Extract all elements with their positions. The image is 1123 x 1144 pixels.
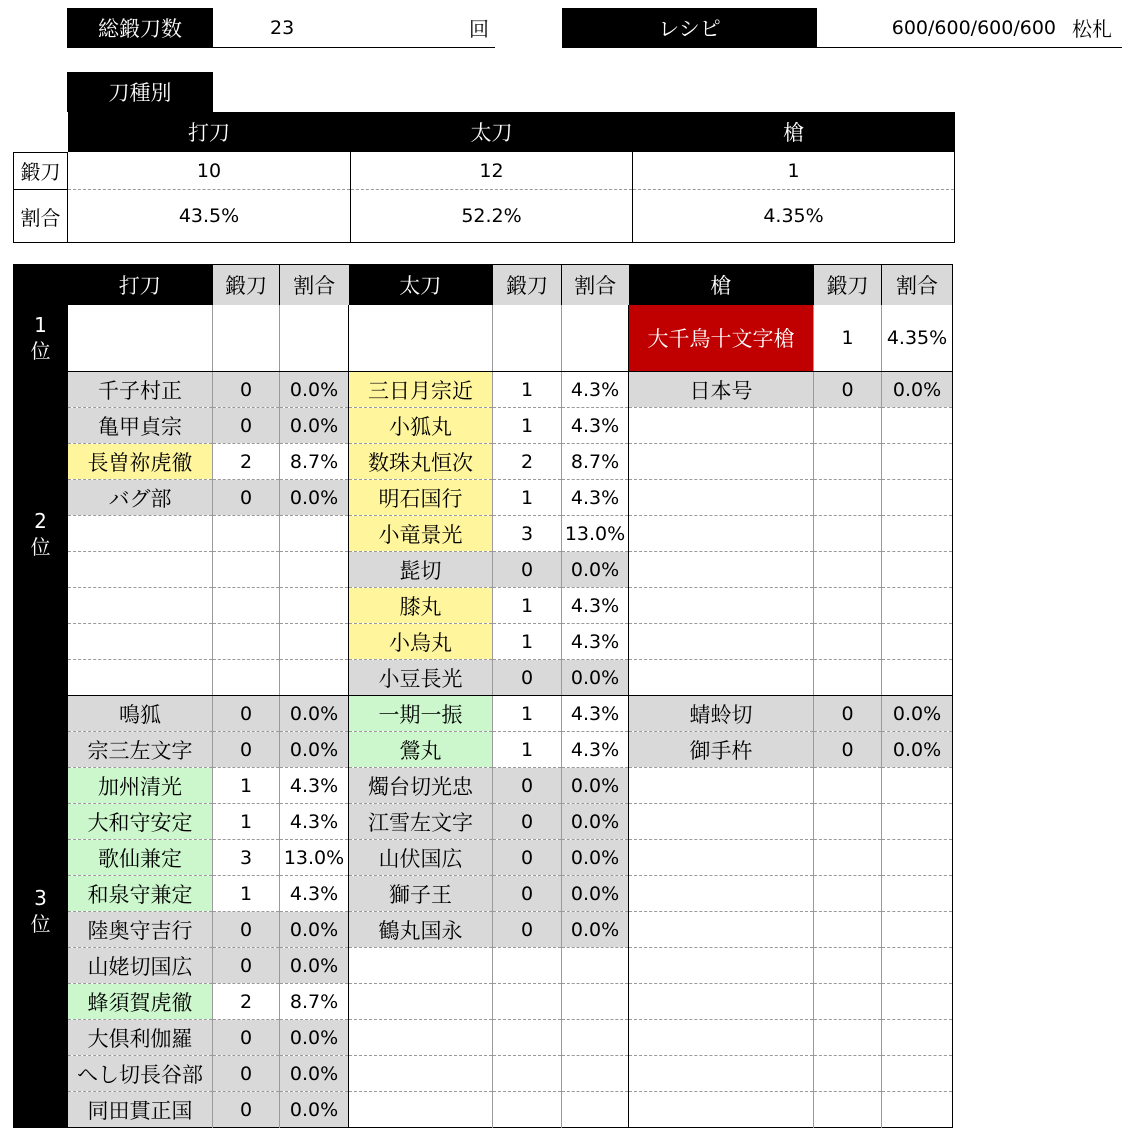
table-row xyxy=(14,660,953,696)
uchigatana-name-cell: 宗三左文字 xyxy=(68,732,213,768)
rank-label-1: 1 位 xyxy=(14,305,68,372)
yari-count-cell xyxy=(814,768,882,804)
uchigatana-ratio-cell: 0.0% xyxy=(280,732,349,768)
uchigatana-count-cell: 0 xyxy=(213,1092,280,1128)
section-type-label: 刀種別 xyxy=(67,72,213,112)
uchigatana-count-cell: 3 xyxy=(213,840,280,876)
yari-count-cell: 1 xyxy=(814,305,882,372)
uchigatana-name-cell xyxy=(68,660,213,696)
tachi-ratio-cell: 0.0% xyxy=(562,660,629,696)
yari-ratio-cell xyxy=(882,444,953,480)
tachi-ratio-cell xyxy=(562,1092,629,1128)
uchigatana-count-cell: 0 xyxy=(213,372,280,408)
tachi-ratio-cell: 8.7% xyxy=(562,444,629,480)
yari-count-cell: 0 xyxy=(814,372,882,408)
summary-row-label-count: 鍛刀 xyxy=(14,152,68,190)
rank-label-2: 2 位 xyxy=(14,372,68,696)
yari-ratio-cell: 0.0% xyxy=(882,696,953,732)
uchigatana-name-cell xyxy=(68,516,213,552)
table-row xyxy=(14,948,953,984)
summary-count-yari: 1 xyxy=(633,152,955,190)
tachi-ratio-cell: 13.0% xyxy=(562,516,629,552)
yari-count-cell xyxy=(814,948,882,984)
yari-name-cell xyxy=(629,516,814,552)
yari-name-cell xyxy=(629,876,814,912)
total-forge-unit: 回 xyxy=(469,17,489,41)
tachi-count-cell xyxy=(493,948,562,984)
yari-name-cell xyxy=(629,1020,814,1056)
uchigatana-ratio-cell: 8.7% xyxy=(280,444,349,480)
yari-count-cell xyxy=(814,840,882,876)
yari-count-cell xyxy=(814,876,882,912)
tachi-count-cell xyxy=(493,1092,562,1128)
uchigatana-name-cell: 加州清光 xyxy=(68,768,213,804)
tachi-ratio-cell: 0.0% xyxy=(562,768,629,804)
detail-header-yari-count: 鍛刀 xyxy=(814,265,882,306)
summary-count-tachi: 12 xyxy=(351,152,633,190)
tachi-ratio-cell: 0.0% xyxy=(562,804,629,840)
yari-count-cell: 0 xyxy=(814,732,882,768)
yari-name-cell xyxy=(629,588,814,624)
uchigatana-name-cell xyxy=(68,552,213,588)
tachi-count-cell xyxy=(493,305,562,372)
yari-ratio-cell: 0.0% xyxy=(882,732,953,768)
uchigatana-ratio-cell: 8.7% xyxy=(280,984,349,1020)
uchigatana-ratio-cell: 0.0% xyxy=(280,912,349,948)
yari-count-cell xyxy=(814,804,882,840)
uchigatana-name-cell: へし切長谷部 xyxy=(68,1056,213,1092)
uchigatana-ratio-cell: 0.0% xyxy=(280,372,349,408)
uchigatana-ratio-cell xyxy=(280,588,349,624)
tachi-count-cell: 3 xyxy=(493,516,562,552)
table-row xyxy=(14,732,953,768)
tachi-name-cell xyxy=(349,948,493,984)
tachi-name-cell: 燭台切光忠 xyxy=(349,768,493,804)
tachi-ratio-cell: 4.3% xyxy=(562,480,629,516)
tachi-ratio-cell: 4.3% xyxy=(562,588,629,624)
recipe-label: レシピ xyxy=(562,8,817,48)
tachi-ratio-cell xyxy=(562,1056,629,1092)
total-forge-value: 23 xyxy=(270,16,295,39)
tachi-count-cell: 0 xyxy=(493,804,562,840)
uchigatana-name-cell: 歌仙兼定 xyxy=(68,840,213,876)
detail-header-yari: 槍 xyxy=(629,265,814,306)
uchigatana-ratio-cell xyxy=(280,305,349,372)
uchigatana-count-cell: 0 xyxy=(213,1020,280,1056)
tachi-ratio-cell: 4.3% xyxy=(562,408,629,444)
detail-header-uchigatana: 打刀 xyxy=(68,265,213,306)
uchigatana-ratio-cell: 0.0% xyxy=(280,1020,349,1056)
tachi-count-cell: 1 xyxy=(493,480,562,516)
table-row xyxy=(14,588,953,624)
total-forge-label: 総鍛刀数 xyxy=(67,8,213,48)
table-row xyxy=(14,408,953,444)
total-forge-value-box xyxy=(213,8,495,48)
yari-name-cell xyxy=(629,660,814,696)
table-row xyxy=(14,516,953,552)
uchigatana-name-cell: 大和守安定 xyxy=(68,804,213,840)
tachi-count-cell: 1 xyxy=(493,732,562,768)
table-row xyxy=(14,984,953,1020)
yari-ratio-cell xyxy=(882,516,953,552)
tachi-name-cell: 小竜景光 xyxy=(349,516,493,552)
tachi-count-cell: 1 xyxy=(493,408,562,444)
yari-ratio-cell: 0.0% xyxy=(882,372,953,408)
uchigatana-count-cell: 0 xyxy=(213,696,280,732)
tachi-ratio-cell: 0.0% xyxy=(562,552,629,588)
uchigatana-count-cell: 1 xyxy=(213,768,280,804)
uchigatana-count-cell xyxy=(213,660,280,696)
summary-ratio-uchigatana: 43.5% xyxy=(68,190,351,243)
tachi-count-cell: 0 xyxy=(493,912,562,948)
uchigatana-ratio-cell: 0.0% xyxy=(280,1092,349,1128)
tachi-name-cell: 髭切 xyxy=(349,552,493,588)
uchigatana-name-cell: 鳴狐 xyxy=(68,696,213,732)
yari-ratio-cell xyxy=(882,1020,953,1056)
tachi-ratio-cell: 0.0% xyxy=(562,912,629,948)
tachi-ratio-cell xyxy=(562,984,629,1020)
yari-ratio-cell xyxy=(882,660,953,696)
tachi-count-cell: 0 xyxy=(493,768,562,804)
yari-count-cell xyxy=(814,480,882,516)
uchigatana-count-cell: 2 xyxy=(213,984,280,1020)
yari-ratio-cell xyxy=(882,876,953,912)
summary-corner xyxy=(14,112,68,152)
yari-name-cell xyxy=(629,1056,814,1092)
tachi-ratio-cell: 0.0% xyxy=(562,840,629,876)
tachi-ratio-cell xyxy=(562,948,629,984)
uchigatana-ratio-cell: 0.0% xyxy=(280,948,349,984)
summary-row-label-ratio: 割合 xyxy=(14,190,68,243)
tachi-name-cell: 小豆長光 xyxy=(349,660,493,696)
yari-name-cell: 蜻蛉切 xyxy=(629,696,814,732)
uchigatana-name-cell: 長曽祢虎徹 xyxy=(68,444,213,480)
yari-name-cell xyxy=(629,1092,814,1128)
uchigatana-count-cell: 0 xyxy=(213,912,280,948)
table-row xyxy=(14,876,953,912)
yari-ratio-cell xyxy=(882,480,953,516)
uchigatana-count-cell: 2 xyxy=(213,444,280,480)
yari-name-cell xyxy=(629,624,814,660)
yari-name-cell xyxy=(629,552,814,588)
yari-name-cell xyxy=(629,480,814,516)
table-row xyxy=(14,444,953,480)
uchigatana-count-cell: 0 xyxy=(213,1056,280,1092)
detail-header-uchigatana-count: 鍛刀 xyxy=(213,265,280,306)
tachi-count-cell: 0 xyxy=(493,660,562,696)
tachi-ratio-cell: 4.3% xyxy=(562,624,629,660)
uchigatana-count-cell xyxy=(213,588,280,624)
yari-count-cell xyxy=(814,660,882,696)
yari-name-cell xyxy=(629,984,814,1020)
detail-corner xyxy=(14,265,68,306)
summary-count-uchigatana: 10 xyxy=(68,152,351,190)
tachi-count-cell xyxy=(493,984,562,1020)
table-row xyxy=(14,696,953,732)
recipe-extra: 松札 xyxy=(1072,17,1112,41)
tachi-name-cell xyxy=(349,1092,493,1128)
type-summary-table xyxy=(13,112,955,243)
table-row xyxy=(14,480,953,516)
table-row xyxy=(14,624,953,660)
yari-name-cell xyxy=(629,768,814,804)
table-row xyxy=(14,552,953,588)
uchigatana-count-cell xyxy=(213,552,280,588)
uchigatana-ratio-cell: 4.3% xyxy=(280,876,349,912)
tachi-name-cell xyxy=(349,984,493,1020)
uchigatana-name-cell: 大倶利伽羅 xyxy=(68,1020,213,1056)
summary-ratio-tachi: 52.2% xyxy=(351,190,633,243)
uchigatana-ratio-cell xyxy=(280,624,349,660)
uchigatana-name-cell: 亀甲貞宗 xyxy=(68,408,213,444)
uchigatana-name-cell: 陸奥守吉行 xyxy=(68,912,213,948)
uchigatana-name-cell xyxy=(68,305,213,372)
yari-ratio-cell xyxy=(882,948,953,984)
yari-count-cell xyxy=(814,1092,882,1128)
tachi-count-cell: 1 xyxy=(493,372,562,408)
uchigatana-ratio-cell: 0.0% xyxy=(280,480,349,516)
tachi-name-cell: 数珠丸恒次 xyxy=(349,444,493,480)
yari-ratio-cell xyxy=(882,624,953,660)
tachi-ratio-cell: 0.0% xyxy=(562,876,629,912)
yari-ratio-cell xyxy=(882,768,953,804)
uchigatana-name-cell: 千子村正 xyxy=(68,372,213,408)
uchigatana-count-cell: 0 xyxy=(213,732,280,768)
yari-ratio-cell xyxy=(882,912,953,948)
uchigatana-ratio-cell xyxy=(280,516,349,552)
table-row xyxy=(14,912,953,948)
uchigatana-name-cell: 同田貫正国 xyxy=(68,1092,213,1128)
uchigatana-name-cell: 山姥切国広 xyxy=(68,948,213,984)
recipe-value-box xyxy=(817,8,1122,48)
uchigatana-count-cell xyxy=(213,624,280,660)
tachi-name-cell xyxy=(349,305,493,372)
yari-ratio-cell xyxy=(882,1056,953,1092)
table-row xyxy=(14,1020,953,1056)
tachi-ratio-cell: 4.3% xyxy=(562,732,629,768)
yari-name-cell: 大千鳥十文字槍 xyxy=(629,305,814,372)
yari-count-cell xyxy=(814,1056,882,1092)
detail-header-tachi-ratio: 割合 xyxy=(562,265,629,306)
yari-name-cell xyxy=(629,804,814,840)
uchigatana-ratio-cell: 0.0% xyxy=(280,1056,349,1092)
rank-label-3: 3 位 xyxy=(14,696,68,1128)
tachi-ratio-cell xyxy=(562,305,629,372)
tachi-count-cell: 1 xyxy=(493,624,562,660)
yari-name-cell: 日本号 xyxy=(629,372,814,408)
table-row xyxy=(14,768,953,804)
uchigatana-ratio-cell xyxy=(280,552,349,588)
recipe-value: 600/600/600/600 xyxy=(891,16,1056,39)
summary-header-tachi: 太刀 xyxy=(351,112,633,152)
uchigatana-count-cell: 1 xyxy=(213,804,280,840)
summary-ratio-yari: 4.35% xyxy=(633,190,955,243)
yari-ratio-cell xyxy=(882,984,953,1020)
tachi-count-cell: 0 xyxy=(493,876,562,912)
yari-name-cell xyxy=(629,408,814,444)
uchigatana-ratio-cell: 0.0% xyxy=(280,696,349,732)
uchigatana-name-cell: バグ部 xyxy=(68,480,213,516)
table-row xyxy=(14,1092,953,1128)
yari-count-cell xyxy=(814,624,882,660)
uchigatana-count-cell: 0 xyxy=(213,480,280,516)
tachi-name-cell: 膝丸 xyxy=(349,588,493,624)
tachi-count-cell: 1 xyxy=(493,588,562,624)
yari-ratio-cell xyxy=(882,804,953,840)
summary-header-uchigatana: 打刀 xyxy=(68,112,351,152)
tachi-count-cell: 0 xyxy=(493,840,562,876)
tachi-ratio-cell xyxy=(562,1020,629,1056)
uchigatana-name-cell xyxy=(68,588,213,624)
uchigatana-ratio-cell xyxy=(280,660,349,696)
detail-header-uchigatana-ratio: 割合 xyxy=(280,265,349,306)
table-row xyxy=(14,305,953,372)
yari-ratio-cell xyxy=(882,408,953,444)
yari-ratio-cell xyxy=(882,1092,953,1128)
sword-detail-table xyxy=(13,264,953,1128)
table-row xyxy=(14,1056,953,1092)
yari-name-cell xyxy=(629,912,814,948)
detail-header-tachi: 太刀 xyxy=(349,265,493,306)
table-row xyxy=(14,840,953,876)
tachi-name-cell xyxy=(349,1056,493,1092)
yari-count-cell xyxy=(814,516,882,552)
table-row xyxy=(14,372,953,408)
tachi-count-cell: 1 xyxy=(493,696,562,732)
tachi-name-cell: 明石国行 xyxy=(349,480,493,516)
tachi-name-cell: 江雪左文字 xyxy=(349,804,493,840)
summary-header-yari: 槍 xyxy=(633,112,955,152)
tachi-name-cell xyxy=(349,1020,493,1056)
tachi-name-cell: 小狐丸 xyxy=(349,408,493,444)
yari-count-cell xyxy=(814,408,882,444)
tachi-count-cell: 2 xyxy=(493,444,562,480)
yari-ratio-cell: 4.35% xyxy=(882,305,953,372)
uchigatana-count-cell xyxy=(213,305,280,372)
tachi-ratio-cell: 4.3% xyxy=(562,372,629,408)
tachi-name-cell: 鶯丸 xyxy=(349,732,493,768)
tachi-name-cell: 鶴丸国永 xyxy=(349,912,493,948)
tachi-count-cell: 0 xyxy=(493,552,562,588)
tachi-count-cell xyxy=(493,1056,562,1092)
detail-header-tachi-count: 鍛刀 xyxy=(493,265,562,306)
uchigatana-count-cell: 0 xyxy=(213,948,280,984)
yari-name-cell xyxy=(629,444,814,480)
tachi-ratio-cell: 4.3% xyxy=(562,696,629,732)
tachi-name-cell: 山伏国広 xyxy=(349,840,493,876)
yari-count-cell xyxy=(814,912,882,948)
yari-count-cell xyxy=(814,552,882,588)
tachi-name-cell: 小烏丸 xyxy=(349,624,493,660)
uchigatana-count-cell xyxy=(213,516,280,552)
yari-name-cell xyxy=(629,840,814,876)
detail-header-yari-ratio: 割合 xyxy=(882,265,953,306)
yari-count-cell xyxy=(814,1020,882,1056)
yari-count-cell xyxy=(814,444,882,480)
uchigatana-ratio-cell: 4.3% xyxy=(280,768,349,804)
yari-count-cell: 0 xyxy=(814,696,882,732)
yari-name-cell: 御手杵 xyxy=(629,732,814,768)
uchigatana-name-cell: 和泉守兼定 xyxy=(68,876,213,912)
tachi-name-cell: 三日月宗近 xyxy=(349,372,493,408)
uchigatana-name-cell: 蜂須賀虎徹 xyxy=(68,984,213,1020)
uchigatana-ratio-cell: 4.3% xyxy=(280,804,349,840)
tachi-name-cell: 一期一振 xyxy=(349,696,493,732)
uchigatana-ratio-cell: 0.0% xyxy=(280,408,349,444)
tachi-count-cell xyxy=(493,1020,562,1056)
uchigatana-name-cell xyxy=(68,624,213,660)
uchigatana-count-cell: 1 xyxy=(213,876,280,912)
uchigatana-ratio-cell: 13.0% xyxy=(280,840,349,876)
yari-ratio-cell xyxy=(882,552,953,588)
yari-count-cell xyxy=(814,984,882,1020)
yari-name-cell xyxy=(629,948,814,984)
yari-ratio-cell xyxy=(882,588,953,624)
yari-count-cell xyxy=(814,588,882,624)
tachi-name-cell: 獅子王 xyxy=(349,876,493,912)
uchigatana-count-cell: 0 xyxy=(213,408,280,444)
yari-ratio-cell xyxy=(882,840,953,876)
table-row xyxy=(14,804,953,840)
